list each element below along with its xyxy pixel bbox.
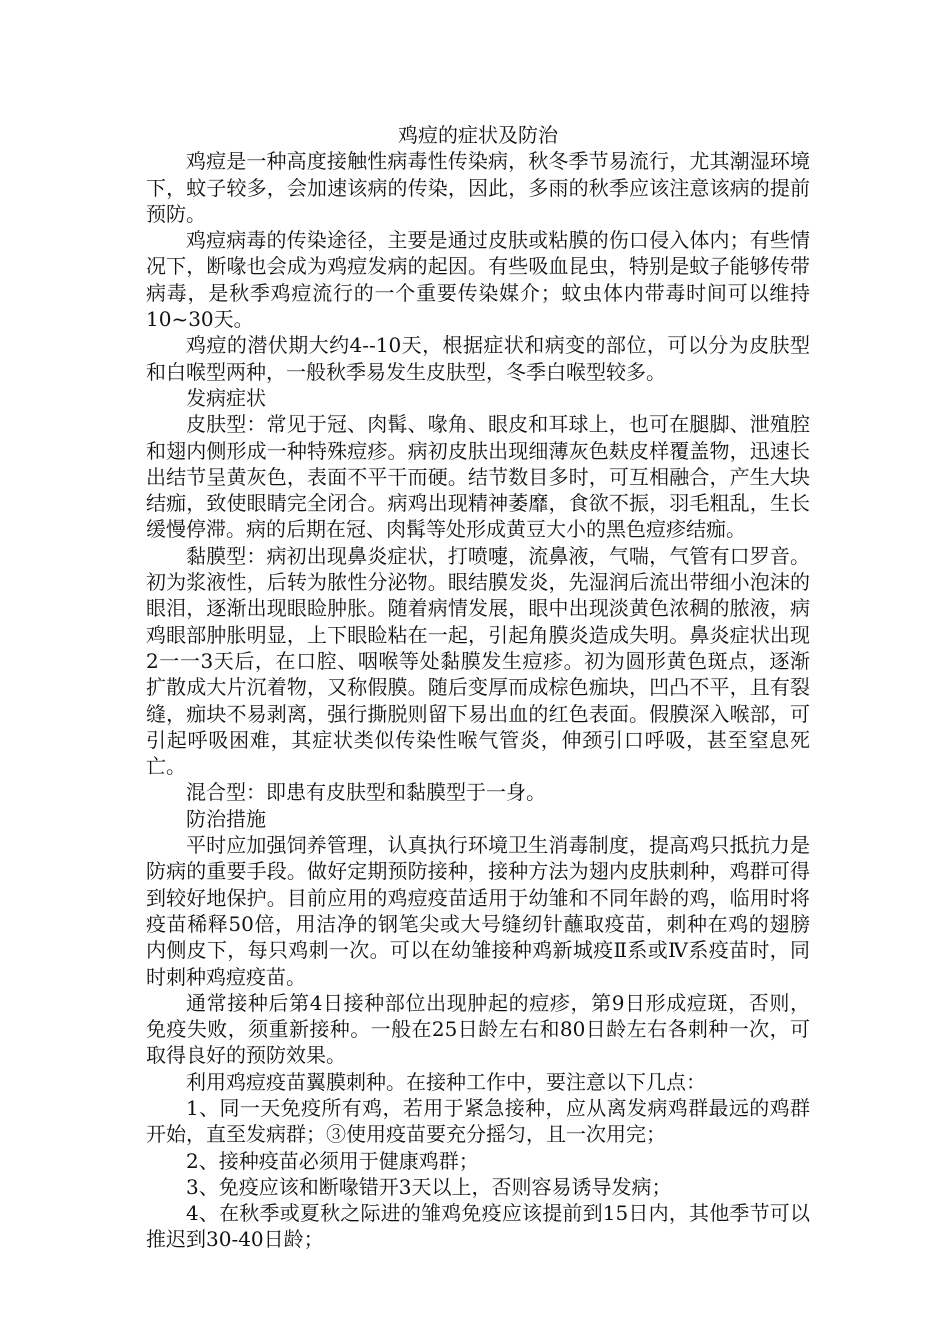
section-heading-prevention: 防治措施 xyxy=(186,806,266,831)
document-title: 鸡痘的症状及防治 xyxy=(398,123,558,147)
list-item-3: 3、免疫应该和断喙错开3天以上，否则容易诱导发病； xyxy=(186,1174,672,1199)
paragraph-vaccination-check: 通常接种后第4日接种部位出现肿起的痘疹，第9日形成痘斑，否则，免疫失败，须重新接种。一般在25日龄左右和80日龄左右各刺种一次，可取得良好的预防效果。 xyxy=(146,990,810,1068)
paragraph-wing-web-stab: 利用鸡痘疫苗翼膜刺种。在接种工作中，要注意以下几点： xyxy=(186,1069,706,1094)
paragraph-intro: 鸡痘是一种高度接触性病毒性传染病，秋冬季节易流行，尤其潮湿环境下，蚊子较多，会加速该病的传染，因此，多雨的秋季应该注意该病的提前预防。 xyxy=(146,149,810,226)
paragraph-incubation: 鸡痘的潜伏期大约4--10天，根据症状和病变的部位，可以分为皮肤型和白喉型两种，一般秋季易发生皮肤型，冬季白喉型较多。 xyxy=(146,333,810,384)
list-item-4: 4、在秋季或夏秋之际进的雏鸡免疫应该提前到15日内，其他季节可以推迟到30-40日龄； xyxy=(146,1201,810,1252)
list-item-1: 1、同一天免疫所有鸡，若用于紧急接种，应从离发病鸡群最远的鸡群开始，直至发病群；③使用疫苗要充分摇匀，且一次用完； xyxy=(146,1095,810,1147)
list-item-2: 2、接种疫苗必须用于健康鸡群； xyxy=(186,1148,479,1173)
paragraph-transmission: 鸡痘病毒的传染途径，主要是通过皮肤或粘膜的伤口侵入体内；有些情况下，断喙也会成为鸡痘发病的起因。有些吸血昆虫，特别是蚊子能够传带病毒，是秋季鸡痘流行的一个重要传染媒介；蚊虫体内带毒时间可以维持10~30天。 xyxy=(146,228,810,332)
paragraph-management: 平时应加强饲养管理，认真执行环境卫生消毒制度，提高鸡只抵抗力是防病的重要手段。做好定期预防接种，接种方法为翅内皮肤刺种，鸡群可得到较好地保护。目前应用的鸡痘疫苗适用于幼雏和不同年龄的鸡，临用时将疫苗稀释50倍，用洁净的钢笔尖或大号缝纫针蘸取疫苗，刺种在鸡的翅膀内侧皮下，每只鸡刺一次。可以在幼雏接种鸡新城疫Ⅱ系或Ⅳ系疫苗时，同时刺种鸡痘疫苗。 xyxy=(146,833,810,989)
paragraph-skin-type: 皮肤型：常见于冠、肉髯、喙角、眼皮和耳球上，也可在腿脚、泄殖腔和翅内侧形成一种特殊痘疹。病初皮肤出现细薄灰色麸皮样覆盖物，迅速长出结节呈黄灰色，表面不平干而硬。结节数目多时，可互相融合，产生大块结痂，致使眼睛完全闭合。病鸡出现精神萎靡，食欲不振，羽毛粗乱，生长缓慢停滞。病的后期在冠、肉髯等处形成黄豆大小的黑色痘疹结痂。 xyxy=(146,412,810,542)
paragraph-mixed-type: 混合型：即患有皮肤型和黏膜型于一身。 xyxy=(186,780,546,805)
document-body xyxy=(146,122,810,1253)
paragraph-mucosal-type: 黏膜型：病初出现鼻炎症状，打喷嚏，流鼻液，气喘，气管有口罗音。初为浆液性，后转为脓性分泌物。眼结膜发炎，先湿润后流出带细小泡沫的眼泪，逐渐出现眼睑肿胀。随着病情发展，眼中出现淡黄色浓稠的脓液，病鸡眼部肿胀明显，上下眼睑粘在一起，引起角膜炎造成失明。鼻炎症状出现2一一3天后，在口腔、咽喉等处黏膜发生痘疹。初为圆形黄色斑点，逐渐扩散成大片沉着物，又称假膜。随后变厚而成棕色痂块，凹凸不平，且有裂缝，痂块不易剥离，强行撕脱则留下易出血的红色表面。假膜深入喉部，可引起呼吸困难，其症状类似传染性喉气管炎，伸颈引口呼吸，甚至窒息死亡。 xyxy=(146,543,810,779)
section-heading-symptoms: 发病症状 xyxy=(186,385,266,410)
